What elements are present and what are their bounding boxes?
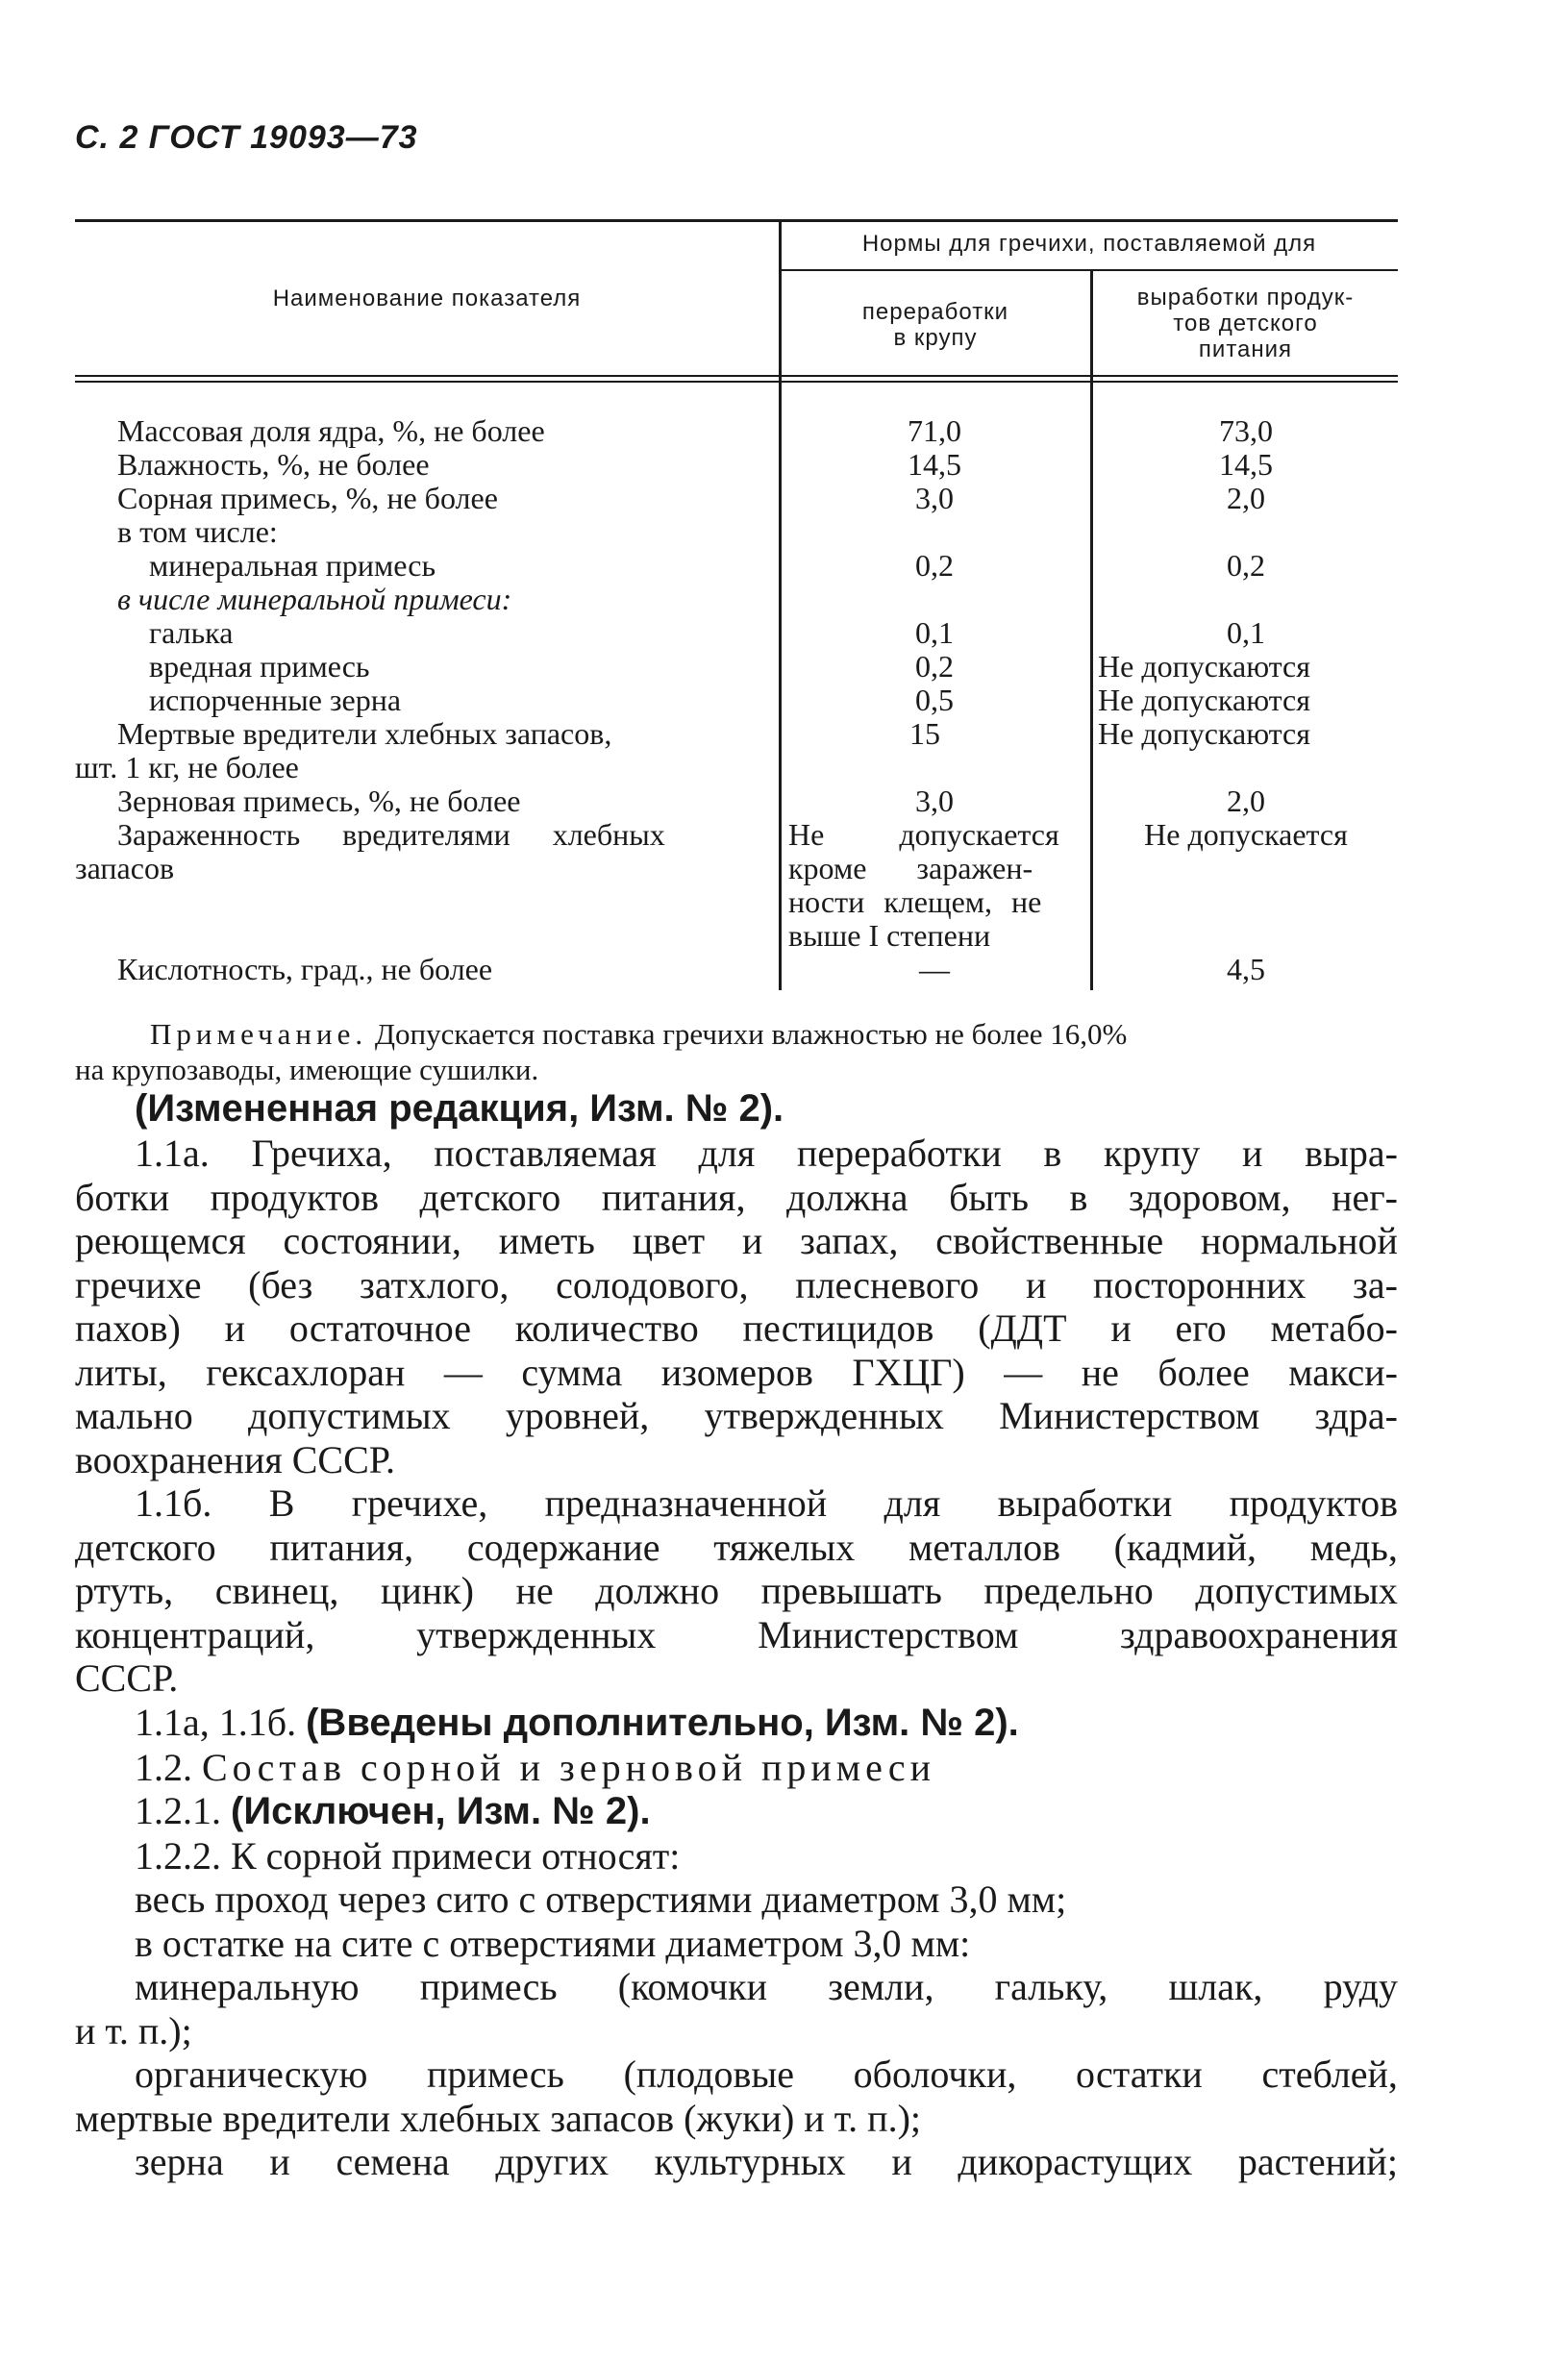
word: нег-: [1332, 1175, 1398, 1219]
word: не: [515, 1569, 554, 1612]
word: и: [1025, 1262, 1047, 1306]
word: утвержденных: [416, 1612, 657, 1656]
word: поставляемая: [434, 1132, 657, 1175]
row-value-processing: выше I степени: [788, 918, 991, 953]
row-value-processing: 0,1: [915, 615, 954, 650]
row-name: вредная примесь: [149, 649, 370, 684]
row-value-processing: —: [919, 952, 950, 986]
row-value-baby-food: Не допускается: [1144, 817, 1348, 852]
paragraph-line: [75, 1526, 1398, 1570]
table-header-col1-line: переработки: [861, 299, 1009, 325]
row-value-processing: 0,2: [915, 548, 954, 583]
word: здра-: [1314, 1394, 1398, 1437]
word: металлов: [908, 1525, 1060, 1569]
word: изомеров: [660, 1350, 813, 1394]
row-value-baby-food: 4,5: [1227, 952, 1265, 986]
note-line: на крупозаводы, имеющие сушилки.: [75, 1053, 539, 1086]
word: шлак,: [1168, 1965, 1263, 2008]
paragraph-line: [75, 1394, 1398, 1438]
word: руду: [1323, 1965, 1398, 2008]
row-name: галька: [149, 615, 234, 650]
table-row: [0, 650, 1568, 684]
row-value-baby-food: 73,0: [1219, 413, 1273, 448]
row-value-baby-food: Не допускаются: [1098, 683, 1310, 717]
word: примесь: [419, 1965, 558, 2008]
table-row: [0, 583, 1568, 616]
change-note-text: (Измененная редакция, Изм. № 2).: [135, 1087, 784, 1130]
row-value-baby-food: 0,1: [1227, 615, 1265, 650]
header-bottom-rule: [75, 375, 1398, 377]
row-value-baby-food: Не допускаются: [1098, 649, 1310, 684]
word: (плодовые: [623, 2052, 794, 2096]
row-name: Влажность, %, не более: [117, 447, 430, 482]
word: детского: [419, 1175, 561, 1219]
word: продуктов: [210, 1175, 380, 1219]
row-value-baby-food: 2,0: [1227, 784, 1265, 818]
table-row: [0, 885, 1568, 919]
word: ботки: [75, 1175, 170, 1219]
table-row: [0, 818, 1568, 852]
paragraph-line: [75, 1132, 1398, 1176]
word: свинец,: [214, 1569, 339, 1612]
word: пахов): [75, 1306, 181, 1350]
word: предназначенной: [544, 1481, 828, 1525]
row-value-processing: 0,5: [915, 683, 954, 717]
word: оболочки,: [853, 2052, 1017, 2096]
word: (без: [248, 1262, 313, 1306]
word: литы,: [75, 1350, 167, 1394]
paragraph-line: [75, 1613, 1398, 1657]
table-header-col1-line: в крупу: [893, 325, 978, 351]
word: ртуть,: [75, 1569, 174, 1612]
added-note-prefix: 1.1а, 1.1б.: [135, 1701, 297, 1744]
word: плесневого: [795, 1262, 980, 1306]
row-value-baby-food: 0,2: [1227, 548, 1265, 583]
row-name: Массовая доля ядра, %, не более: [117, 413, 545, 448]
word: за-: [1353, 1262, 1398, 1306]
word: уровней,: [505, 1394, 650, 1437]
list-line: мертвые вредители хлебных запасов (жуки) и т. п.);: [75, 2096, 922, 2140]
table-row: [0, 616, 1568, 650]
word: медь,: [1309, 1525, 1398, 1569]
paragraph-line: [75, 1219, 1398, 1263]
row-value-baby-food: 14,5: [1219, 447, 1273, 482]
word: зерна: [135, 2140, 224, 2183]
word: остаточное: [288, 1306, 471, 1350]
word: его: [1175, 1306, 1227, 1350]
word: культурных: [654, 2140, 846, 2183]
paragraph-line: [75, 1351, 1398, 1395]
paragraph-line: [75, 1263, 1398, 1307]
word: питания,: [269, 1525, 414, 1569]
row-value-processing: 3,0: [915, 784, 954, 818]
table-row: [0, 684, 1568, 717]
row-value-processing: 0,2: [915, 649, 954, 684]
row-name: Зерновая примесь, %, не более: [117, 784, 521, 818]
word: свойственные: [935, 1219, 1164, 1262]
table-header-col2-line: тов детского: [1173, 311, 1318, 336]
table-header-col2: [1093, 285, 1398, 362]
row-name: Зараженность вредителями хлебных: [117, 817, 665, 852]
word: растений;: [1237, 2140, 1398, 2183]
paragraph-line: [75, 1481, 1398, 1526]
word: для: [698, 1132, 756, 1175]
table-note: [75, 1016, 1398, 1087]
word: для: [884, 1481, 941, 1525]
paragraph-line: [75, 1306, 1398, 1351]
paragraph-1-1a: [75, 1132, 1398, 1481]
word: в: [1043, 1132, 1062, 1175]
row-name: Сорная примесь, %, не более: [117, 481, 498, 515]
row-value-processing: Не допускается: [788, 817, 1059, 852]
word: затхлого,: [360, 1262, 510, 1306]
section-heading: [75, 1746, 1398, 1790]
word: переработки: [796, 1132, 1002, 1175]
word: макси-: [1288, 1350, 1398, 1394]
word: допустимых: [1195, 1569, 1398, 1612]
table-header-col2-line: питания: [1198, 336, 1293, 362]
change-note: [75, 1086, 1398, 1132]
word: тяжелых: [713, 1525, 856, 1569]
word: крупу: [1103, 1132, 1201, 1175]
word: гексахлоран: [206, 1350, 406, 1394]
table-row: [0, 784, 1568, 818]
subsection-text: (Исключен, Изм. № 2).: [231, 1790, 651, 1832]
word: гречихе: [75, 1262, 202, 1306]
word: и: [1110, 1306, 1132, 1350]
note-line: [75, 1016, 1398, 1052]
word: (комочки: [617, 1965, 767, 2008]
word: Министерством: [999, 1394, 1260, 1437]
subsection-1-2-1: [75, 1789, 1398, 1834]
word: продуктов: [1229, 1481, 1398, 1525]
word: и: [891, 2140, 912, 2183]
row-value-processing: 15: [909, 716, 940, 751]
section-number: 1.2.: [135, 1745, 192, 1789]
word: Министерством: [758, 1612, 1019, 1656]
word: количество: [514, 1306, 699, 1350]
word: цвет: [632, 1219, 706, 1262]
word: —: [1004, 1350, 1043, 1394]
word: утвержденных: [704, 1394, 944, 1437]
word: в: [1069, 1175, 1088, 1219]
paragraph-line: [75, 1176, 1398, 1220]
word: цинк): [380, 1569, 474, 1612]
word: гальку,: [994, 1965, 1108, 2008]
word: стеблей,: [1261, 2052, 1398, 2096]
word: и: [1241, 1132, 1263, 1175]
word: В: [268, 1481, 295, 1525]
list-line: [75, 2052, 1398, 2097]
word: содержание: [466, 1525, 660, 1569]
word: пестицидов: [742, 1306, 934, 1350]
word: запах,: [800, 1219, 899, 1262]
subsection-number: 1.2.1.: [135, 1789, 221, 1832]
word: семена: [336, 2140, 450, 2183]
word: 1.1а.: [135, 1132, 210, 1175]
row-value-processing: 14,5: [908, 447, 961, 482]
table-row: [0, 482, 1568, 515]
word: состоянии,: [283, 1219, 461, 1262]
table-row: [0, 852, 1568, 885]
list-line: весь проход через сито с отверстиями диаметром 3,0 мм;: [135, 1878, 1067, 1921]
word: других: [495, 2140, 609, 2183]
table-row: [0, 919, 1568, 953]
table-row: [0, 751, 1568, 784]
word: гречихе,: [351, 1481, 488, 1525]
word: реющемся: [75, 1219, 246, 1262]
row-name: Кислотность, град., не более: [117, 952, 493, 986]
header-bottom-rule-2: [75, 381, 1398, 383]
word: сумма: [521, 1350, 623, 1394]
row-name: испорченные зерна: [149, 683, 402, 717]
list-line: и т. п.);: [75, 2008, 192, 2052]
row-name: Мертвые вредители хлебных запасов,: [117, 716, 612, 751]
word: допустимых: [248, 1394, 451, 1437]
word: и: [224, 1306, 246, 1350]
row-value-processing: 3,0: [915, 481, 954, 515]
row-value-processing: кроме заражен-: [788, 851, 1033, 885]
row-value-baby-food: 2,0: [1227, 481, 1265, 515]
word: выра-: [1305, 1132, 1398, 1175]
word: примесь: [427, 2052, 564, 2096]
word: здравоохранения: [1120, 1612, 1398, 1656]
list-line: [75, 1965, 1398, 2009]
table-row: [0, 448, 1568, 482]
word: иметь: [498, 1219, 595, 1262]
word: (ДДТ: [978, 1306, 1067, 1350]
word: и: [741, 1219, 763, 1262]
word: предельно: [983, 1569, 1154, 1612]
paragraph-line: воохранения СССР.: [75, 1437, 396, 1481]
word: быть: [949, 1175, 1030, 1219]
row-name: минеральная примесь: [149, 548, 436, 583]
row-value-processing: 71,0: [908, 413, 961, 448]
section-title: Состав сорной и зерновой примеси: [202, 1745, 936, 1789]
group-header-rule: [781, 269, 1398, 271]
word: детского: [75, 1525, 216, 1569]
word: должно: [595, 1569, 720, 1612]
table-row: [0, 717, 1568, 751]
paragraph-line: [75, 1569, 1398, 1613]
table-top-rule: [75, 219, 1398, 222]
word: дикорастущих: [958, 2140, 1193, 2183]
row-name: шт. 1 кг, не более: [75, 750, 299, 784]
word: более: [1157, 1350, 1250, 1394]
list-line: в остатке на сите с отверстиями диаметром 3,0 мм:: [135, 1921, 971, 1965]
word: не: [1081, 1350, 1119, 1394]
added-note-line: [75, 1701, 1398, 1746]
paragraph-1-1b: [75, 1481, 1398, 1701]
row-name: в том числе:: [117, 514, 278, 549]
word: метабо-: [1270, 1306, 1398, 1350]
word: и: [269, 2140, 290, 2183]
table-row: [0, 549, 1568, 583]
word: выработки: [997, 1481, 1173, 1525]
word: земли,: [828, 1965, 934, 2008]
row-name: запасов: [75, 851, 175, 885]
word: остатки: [1076, 2052, 1203, 2096]
word: 1.1б.: [135, 1481, 212, 1525]
table-header-group: Нормы для гречихи, поставляемой для: [861, 231, 1317, 257]
word: здоровом,: [1128, 1175, 1291, 1219]
word: органическую: [135, 2052, 368, 2096]
table-header-name: Наименование показателя: [272, 286, 582, 311]
paragraph-line: СССР.: [75, 1656, 179, 1700]
list-line: [75, 2140, 1398, 2184]
added-note-text: (Введены дополнительно, Изм. № 2).: [306, 1702, 1019, 1744]
row-value-processing: ности клещем, не: [788, 884, 1042, 919]
word: питания,: [601, 1175, 746, 1219]
row-name: в числе минеральной примеси:: [117, 582, 512, 616]
row-value-baby-food: Не допускаются: [1098, 716, 1310, 751]
table-header-col2-line: выработки продук-: [1136, 285, 1355, 311]
section-1-2: [75, 1701, 1398, 2184]
word: мально: [75, 1394, 193, 1437]
word: —: [443, 1350, 483, 1394]
word: должна: [785, 1175, 908, 1219]
table-row: [0, 953, 1568, 986]
table-row: [0, 515, 1568, 549]
word: нормальной: [1200, 1219, 1398, 1262]
note-text: Допускается поставка гречихи влажностью не более 16,0%: [374, 1017, 1128, 1051]
word: посторонних: [1093, 1262, 1307, 1306]
word: (кадмий,: [1113, 1525, 1257, 1569]
word: превышать: [760, 1569, 942, 1612]
table-row: [0, 414, 1568, 448]
subsection-1-2-2: 1.2.2. К сорной примеси относят:: [135, 1833, 681, 1878]
word: солодового,: [556, 1262, 749, 1306]
table-header-col1: [781, 299, 1090, 351]
note-label: Примечание.: [150, 1017, 368, 1051]
page-header: С. 2 ГОСТ 19093—73: [75, 119, 418, 156]
word: ГХЦГ): [852, 1350, 965, 1394]
word: минеральную: [135, 1965, 360, 2008]
word: концентраций,: [75, 1612, 315, 1656]
word: Гречиха,: [251, 1132, 392, 1175]
